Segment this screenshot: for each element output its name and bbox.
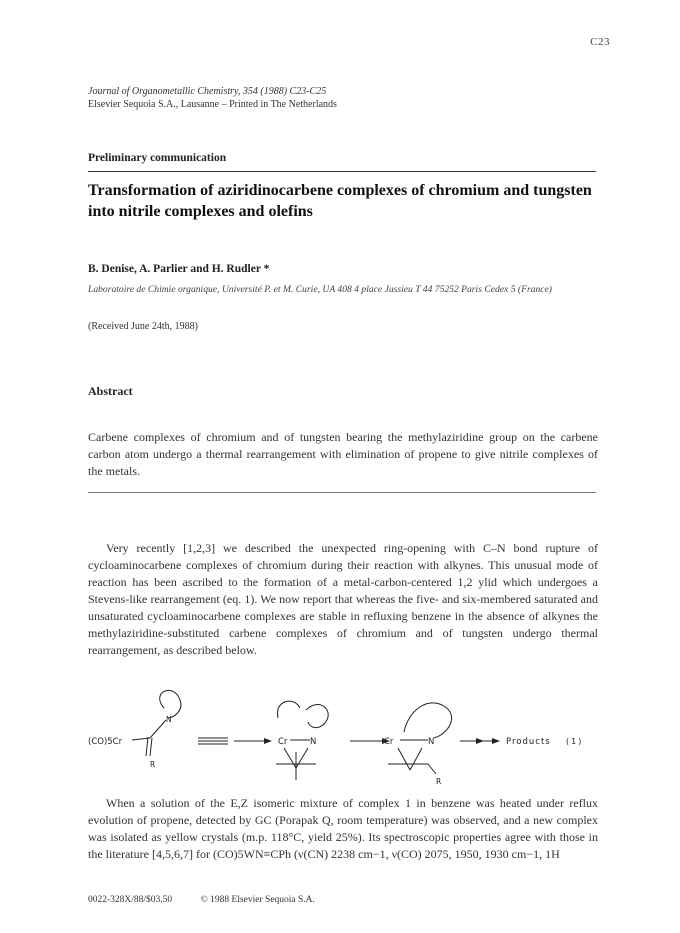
footer-code: 0022-328X/88/$03.50 (88, 895, 173, 905)
abstract-rule (88, 492, 596, 493)
section-label: Preliminary communication (88, 152, 227, 164)
intermediate-2-arm-a (398, 748, 410, 770)
article-title: Transformation of aziridinocarbene complexes of chromium and tungsten into nitrile complexes and olefins (88, 182, 592, 220)
reactant-bond-c-r (146, 737, 148, 756)
page-number: C23 (590, 36, 610, 48)
reactant-bond-c-r-double (150, 738, 152, 756)
reactant-ring (160, 690, 181, 718)
intermediate-2-ring (404, 703, 452, 738)
arrow-1-head (264, 738, 272, 744)
received-date: (Received June 24th, 1988) (88, 321, 198, 332)
arrow-3-head (492, 738, 500, 744)
publisher-line: Elsevier Sequoia S.A., Lausanne – Printed in The Netherlands (88, 99, 337, 110)
intermediate-1-metal-label: Cr (278, 737, 288, 747)
body-paragraph-1: Very recently [1,2,3] we described the unexpected ring-opening with C–N bond rupture of cycloaminocarbene complexes of chromium during their reaction with alkynes. This unusual mode of reaction has been ascribed to the formation of a metal-carbon-centered 1,2 ylid which undergoes a Stevens-like rearrangement (eq. 1). We now report that whereas the five- and six-membered saturated and unsaturated cycloaminocarbene complexes are stable in refluxing benzene in the absence of alkynes the methylaziridine-substituted carbene complexes of chromium and of tungsten undergo thermal rearrangement, as described below. (88, 541, 598, 657)
authors: B. Denise, A. Parlier and H. Rudler * (88, 263, 270, 275)
journal-header (88, 85, 337, 111)
intermediate-1-alkyne-b (296, 748, 308, 768)
reactant-bond-c-n (150, 720, 166, 738)
products-label: Products (506, 737, 551, 747)
intermediate-2-arm-b (410, 748, 422, 770)
reaction-scheme-svg (88, 688, 598, 788)
intermediate-2-r-label: R (436, 777, 442, 786)
reaction-scheme (88, 688, 598, 788)
reactant-r-label: R (150, 760, 156, 769)
arrow-3-mid-head (476, 738, 484, 744)
footer (88, 895, 341, 905)
intermediate-2-r-bond (428, 764, 436, 774)
footer-copyright: © 1988 Elsevier Sequoia S.A. (200, 895, 315, 905)
abstract-text: Carbene complexes of chromium and of tungsten bearing the methylaziridine group on the carbene carbon atom undergo a thermal rearrangement with elimination of propene to give nitrile complexes of the metals. (88, 430, 598, 478)
affiliation: Laboratoire de Chimie organique, Université P. et M. Curie, UA 408 4 place Jussieu T 44 75252 Paris Cedex 5 (France) (88, 284, 552, 295)
journal-citation: Journal of Organometallic Chemistry, 354 (1988) C23-C25 (88, 86, 327, 97)
intermediate-1-alkyne-a (284, 748, 296, 768)
reactant-label: (CO)5Cr (88, 737, 123, 747)
body-paragraph-2: When a solution of the E,Z isomeric mixture of complex 1 in benzene was heated under reflux evolution of propene, detected by GC (Porapak Q, room temperature) was observed, and a new complex was isolated as yellow crystals (m.p. 118°C, yield 25%). Its spectroscopic properties agree with those in the literature [4,5,6,7] for (CO)5WN≡CPh (ν(CN) 2238 cm−1, ν(CO) 2075, 1950, 1930 cm−1, 1H (88, 796, 598, 861)
abstract-heading: Abstract (88, 384, 133, 398)
intermediate-2-n-label: N (428, 737, 435, 747)
reactant-n-label: N (166, 715, 172, 724)
intermediate-1-n-label: N (310, 737, 317, 747)
intermediate-2-metal-label: Cr (384, 737, 394, 747)
intermediate-1-ring (277, 701, 328, 727)
equation-number: (1) (566, 737, 584, 746)
title-rule (88, 171, 596, 172)
